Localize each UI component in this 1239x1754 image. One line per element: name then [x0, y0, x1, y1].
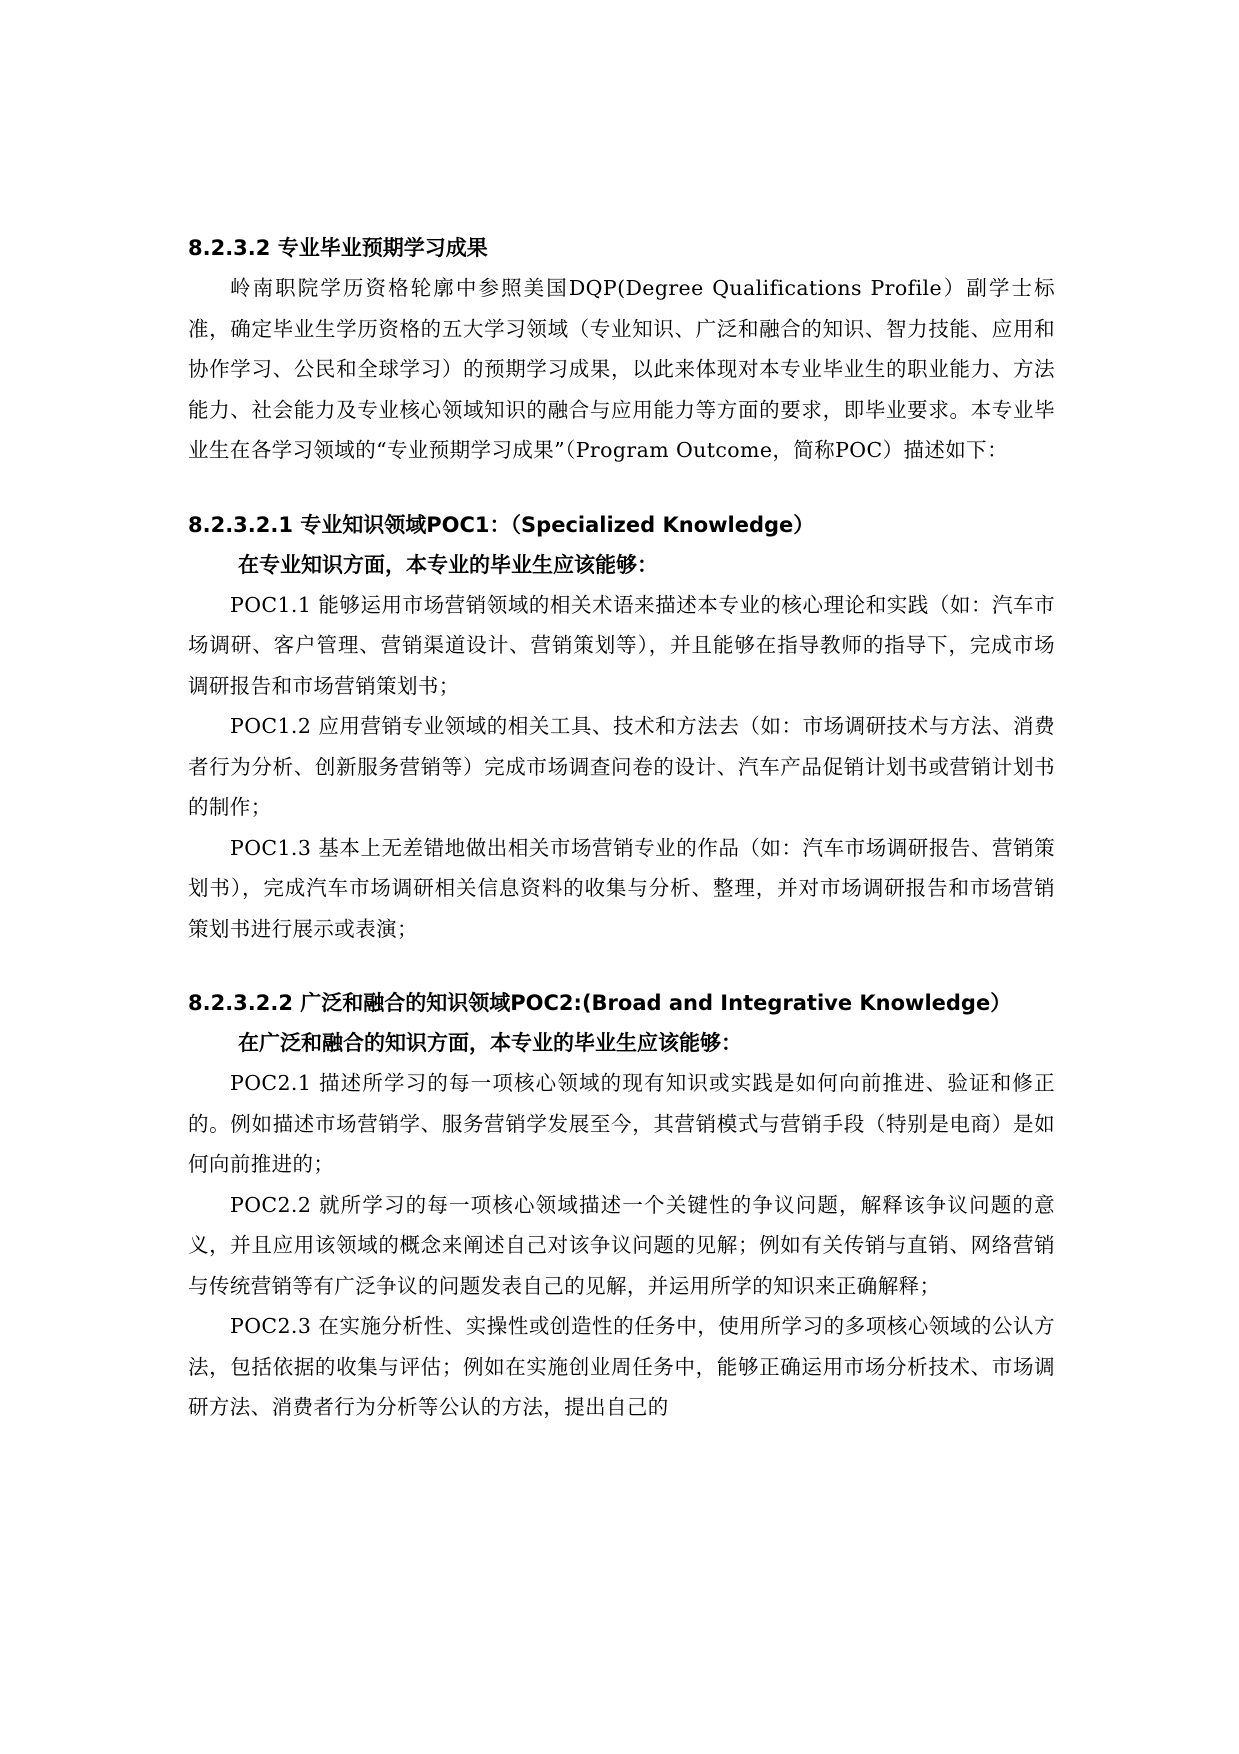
poc2-1-paragraph: POC2.1 描述所学习的每一项核心领域的现有知识或实践是如何向前推进、验证和修正的。例如描述市场营销学、服务营销学发展至今，其营销模式与营销手段（特别是电商）是如何向前推进的；	[188, 1071, 1055, 1176]
poc1-3-paragraph: POC1.3 基本上无差错地做出相关市场营销专业的作品（如：汽车市场调研报告、营销策划书），完成汽车市场调研相关信息资料的收集与分析、整理，并对市场调研报告和市场营销策划书进行展示或表演；	[188, 835, 1055, 941]
poc1-1-paragraph: POC1.1 能够运用市场营销领域的相关术语来描述本专业的核心理论和实践（如：汽车市场调研、客户管理、营销渠道设计、营销策划等），并且能够在指导教师的指导下，完成市场调研报告和市场营销策划书；	[188, 592, 1055, 698]
document-body	[188, 228, 1055, 1428]
poc1-2-paragraph: POC1.2 应用营销专业领域的相关工具、技术和方法去（如：市场调研技术与方法、消费者行为分析、创新服务营销等）完成市场调查问卷的设计、汽车产品促销计划书或营销计划书的制作；	[188, 714, 1055, 819]
poc1-lead: 在专业知识方面，本专业的毕业生应该能够：	[238, 552, 658, 577]
poc2-heading: 8.2.3.2.2 广泛和融合的知识领域POC2:(Broad and Integrative Knowledge）	[188, 991, 1012, 1015]
poc2-3-paragraph: POC2.3 在实施分析性、实操性或创造性的任务中，使用所学习的多项核心领域的公认方法，包括依据的收集与评估；例如在实施创业周任务中，能够正确运用市场分析技术、市场调研方法、消费者行为分析等公认的方法，提出自己的	[188, 1314, 1055, 1419]
intro-paragraph: 岭南职院学历资格轮廓中参照美国DQP(Degree Qualifications Profile）副学士标准，确定毕业生学历资格的五大学习领域（专业知识、广泛和融合的知识、智力技能、应用和协作学习、公民和全球学习）的预期学习成果，以此来体现对本专业毕业生的职业能力、方法能力、社会能力及专业核心领域知识的融合与应用能力等方面的要求，即毕业要求。本专业毕业生在各学习领域的“专业预期学习成果”（Program Outcome，简称POC）描述如下：	[188, 276, 1055, 462]
poc2-lead: 在广泛和融合的知识方面，本专业的毕业生应该能够：	[238, 1031, 742, 1055]
section-heading: 8.2.3.2 专业毕业预期学习成果	[188, 236, 488, 260]
poc1-heading: 8.2.3.2.1 专业知识领域POC1：（Specialized Knowledge）	[188, 512, 815, 537]
poc2-2-paragraph: POC2.2 就所学习的每一项核心领域描述一个关键性的争议问题，解释该争议问题的意义，并且应用该领域的概念来阐述自己对该争议问题的见解；例如有关传销与直销、网络营销与传统营销等有广泛争议的问题发表自己的见解，并运用所学的知识来正确解释；	[188, 1192, 1055, 1298]
